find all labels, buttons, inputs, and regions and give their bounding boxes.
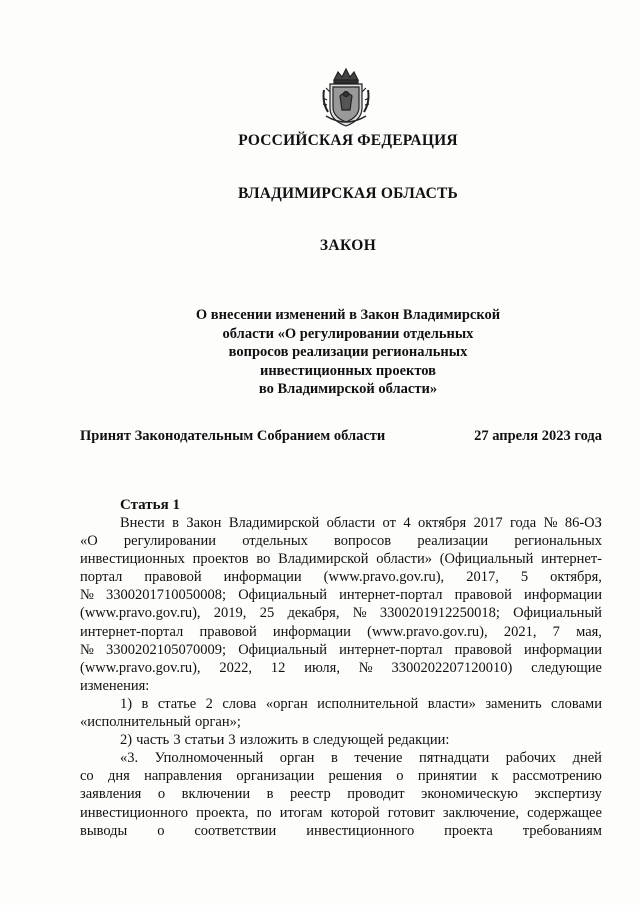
article-word: 2022, bbox=[219, 659, 252, 676]
article-word: июля, bbox=[304, 659, 340, 676]
article-heading: Статья 1 bbox=[120, 497, 180, 513]
article-word: принятии bbox=[417, 768, 477, 785]
article-word: Официальный bbox=[238, 587, 328, 604]
article-line bbox=[80, 514, 602, 532]
article-word: заменить bbox=[485, 695, 542, 712]
article-word: 5 bbox=[520, 569, 529, 586]
article-word: исполнительной bbox=[317, 695, 419, 712]
article-line bbox=[80, 785, 602, 803]
article-word: орган»; bbox=[194, 714, 241, 731]
article-word: в bbox=[302, 732, 309, 749]
article-word: области» bbox=[376, 551, 432, 568]
article-word: итогам bbox=[279, 804, 323, 821]
article-word: часть bbox=[136, 732, 170, 749]
article-word: по bbox=[256, 804, 272, 821]
article-word: соответствии bbox=[194, 822, 277, 839]
article-word: информации bbox=[223, 569, 302, 586]
adoption-line bbox=[80, 428, 602, 445]
article-word: отдельных bbox=[242, 533, 308, 550]
article-word: Владимирской bbox=[278, 551, 369, 568]
article-word: Владимирской bbox=[228, 515, 320, 531]
article-line bbox=[80, 677, 602, 695]
article-word: слова bbox=[222, 695, 257, 712]
article-line bbox=[80, 623, 602, 641]
article-word: редакции: bbox=[387, 732, 450, 749]
article-word: правовой bbox=[454, 587, 512, 604]
article-line bbox=[80, 586, 602, 604]
header-doc-type: ЗАКОН bbox=[319, 237, 377, 254]
article-word: инвестиционного bbox=[80, 804, 188, 821]
article-word: 2) bbox=[120, 732, 133, 749]
article-word: Закон bbox=[186, 515, 222, 531]
article-word: пятнадцати bbox=[419, 750, 490, 767]
article-word: проводит bbox=[347, 786, 405, 803]
article-line bbox=[80, 695, 602, 713]
article-word: включении bbox=[181, 786, 251, 803]
article-word: Официальный bbox=[238, 641, 328, 658]
article-word: № bbox=[358, 659, 373, 676]
article-line bbox=[80, 767, 602, 785]
article-word: интернет-портал bbox=[339, 641, 443, 658]
article-line bbox=[80, 822, 602, 840]
article-word: Внести bbox=[120, 515, 165, 531]
adopted-by: Принят Законодательным Собранием области bbox=[80, 428, 386, 444]
article-line bbox=[80, 532, 602, 550]
article-word: информации bbox=[272, 623, 351, 640]
article-word: «исполнительный bbox=[80, 714, 191, 731]
article-word: следующей bbox=[312, 732, 384, 749]
article-word: правовой bbox=[454, 641, 512, 658]
article-word: октября bbox=[417, 515, 467, 531]
article-word: области bbox=[326, 515, 376, 531]
article-word: декабря, bbox=[287, 605, 340, 622]
article-word: (www.pravo.gov.ru), bbox=[323, 569, 445, 586]
article-word: в bbox=[266, 786, 274, 803]
article-word: о bbox=[157, 822, 165, 839]
article-line bbox=[80, 749, 602, 767]
article-word: рассмотрению bbox=[512, 768, 602, 785]
header-region: ВЛАДИМИРСКАЯ ОБЛАСТЬ bbox=[238, 185, 458, 202]
article-word: портал bbox=[80, 569, 123, 586]
article-word: проекта, bbox=[196, 804, 249, 821]
header-federation: РОССИЙСКАЯ ФЕДЕРАЦИЯ bbox=[238, 132, 458, 149]
article-word: проектов bbox=[192, 551, 249, 568]
article-word: организации bbox=[236, 768, 315, 785]
article-word: в bbox=[141, 695, 149, 712]
article-word: (www.pravo.gov.ru), bbox=[80, 659, 201, 676]
article-word: (www.pravo.gov.ru), bbox=[80, 605, 201, 622]
article-word: которой bbox=[330, 804, 380, 821]
article-word: со bbox=[80, 768, 94, 785]
article-word: региональных bbox=[514, 533, 602, 550]
article-word: информации bbox=[523, 587, 602, 604]
article-line bbox=[80, 550, 602, 568]
article-word: «орган bbox=[265, 695, 308, 712]
article-line bbox=[80, 713, 602, 731]
article-word: статьи bbox=[184, 732, 225, 749]
article-word: 3 bbox=[173, 732, 181, 749]
article-word: во bbox=[256, 551, 271, 568]
article-word: дней bbox=[572, 750, 602, 767]
article-word: реализации bbox=[417, 533, 489, 550]
article-word: интернет-портал bbox=[80, 623, 184, 640]
article-word: требованиям bbox=[522, 822, 602, 839]
article-word: выводы bbox=[80, 822, 128, 839]
article-word: Уполномоченный bbox=[154, 750, 264, 767]
article-word: дня bbox=[107, 768, 130, 785]
adoption-date: 27 апреля 2023 года bbox=[474, 428, 602, 444]
article-word: (Официальный bbox=[439, 551, 534, 568]
article-word: 2021, bbox=[503, 623, 537, 640]
article-word: «3. bbox=[120, 750, 139, 767]
article-line bbox=[80, 641, 602, 659]
article-word: октября, bbox=[550, 569, 602, 586]
article-word: 3300202105070009; bbox=[106, 641, 227, 658]
article-word: 1) bbox=[120, 695, 133, 712]
article-word: орган bbox=[279, 750, 315, 767]
article-word: 2017 bbox=[473, 515, 503, 531]
article-word: интернет- bbox=[541, 551, 602, 568]
article-line bbox=[80, 731, 602, 749]
article-word: рабочих bbox=[505, 750, 557, 767]
article-word: 86-ОЗ bbox=[564, 515, 602, 531]
article-word: года bbox=[509, 515, 537, 531]
article-word: статье bbox=[157, 695, 197, 712]
article-word: «О bbox=[80, 533, 98, 550]
coat-of-arms-emblem bbox=[320, 66, 372, 128]
article-word: правовой bbox=[199, 623, 257, 640]
article-word: правовой bbox=[144, 569, 202, 586]
article-word: решения bbox=[328, 768, 382, 785]
article-word: инвестиционного bbox=[306, 822, 415, 839]
law-title-line: во Владимирской области» bbox=[258, 381, 438, 397]
article-word: 3300201710050008; bbox=[106, 587, 227, 604]
article-word: (www.pravo.gov.ru), bbox=[367, 623, 488, 640]
article-word: следующие bbox=[531, 659, 602, 676]
article-word: экономическую bbox=[421, 786, 518, 803]
article-word: содержащее bbox=[527, 804, 602, 821]
article-word: 12 bbox=[270, 659, 286, 676]
article-line bbox=[80, 604, 602, 622]
article-word: инвестиционных bbox=[80, 551, 185, 568]
article-word: регулировании bbox=[123, 533, 217, 550]
article-word: заключение, bbox=[442, 804, 519, 821]
article-body bbox=[80, 514, 602, 840]
law-title-line: инвестиционных проектов bbox=[259, 362, 437, 379]
article-word: изложить bbox=[239, 732, 299, 749]
article-line bbox=[80, 659, 602, 677]
article-word: 3300202207120010) bbox=[391, 659, 513, 676]
article-line bbox=[80, 804, 602, 822]
article-word: направления bbox=[144, 768, 223, 785]
article-word: 3 bbox=[228, 732, 236, 749]
article-word: от bbox=[382, 515, 396, 531]
law-title-line: О внесении изменений в Закон Владимирской bbox=[195, 307, 501, 323]
article-word: к bbox=[491, 768, 499, 785]
article-line bbox=[80, 568, 602, 586]
article-word: Официальный bbox=[513, 605, 602, 622]
article-word: течение bbox=[354, 750, 403, 767]
article-word: вопросов bbox=[334, 533, 392, 550]
article-word: интернет-портал bbox=[339, 587, 443, 604]
law-title bbox=[28, 306, 640, 399]
article-word: мая, bbox=[576, 623, 602, 640]
article-word: 25 bbox=[259, 605, 275, 622]
article-word: 7 bbox=[552, 623, 560, 640]
article-word: 4 bbox=[403, 515, 411, 531]
article-word: информации bbox=[523, 641, 602, 658]
article-word: № bbox=[543, 515, 558, 531]
article-word: изменения: bbox=[80, 677, 150, 694]
article-word: заявления bbox=[80, 786, 142, 803]
law-title-line: вопросов реализации региональных bbox=[228, 344, 468, 360]
article-word: в bbox=[330, 750, 338, 767]
article-word: реестр bbox=[290, 786, 331, 803]
article-word: власти» bbox=[427, 695, 476, 712]
article-word: 2 bbox=[205, 695, 213, 712]
article-word: 2017, bbox=[466, 569, 499, 586]
article-word: проекта bbox=[444, 822, 493, 839]
article-word: № bbox=[80, 641, 94, 658]
article-word: 3300201912250018; bbox=[379, 605, 500, 622]
article-word: в bbox=[172, 515, 180, 531]
law-title-line: области «О регулировании отдельных bbox=[222, 325, 474, 342]
article-word: о bbox=[396, 768, 404, 785]
article-word: словами bbox=[551, 695, 602, 712]
article-word: 2019, bbox=[213, 605, 247, 622]
article-word: № bbox=[352, 605, 367, 622]
article-word: о bbox=[157, 786, 166, 803]
article-word: готовит bbox=[387, 804, 435, 821]
article-word: № bbox=[80, 587, 94, 604]
article-word: экспертизу bbox=[534, 786, 602, 803]
